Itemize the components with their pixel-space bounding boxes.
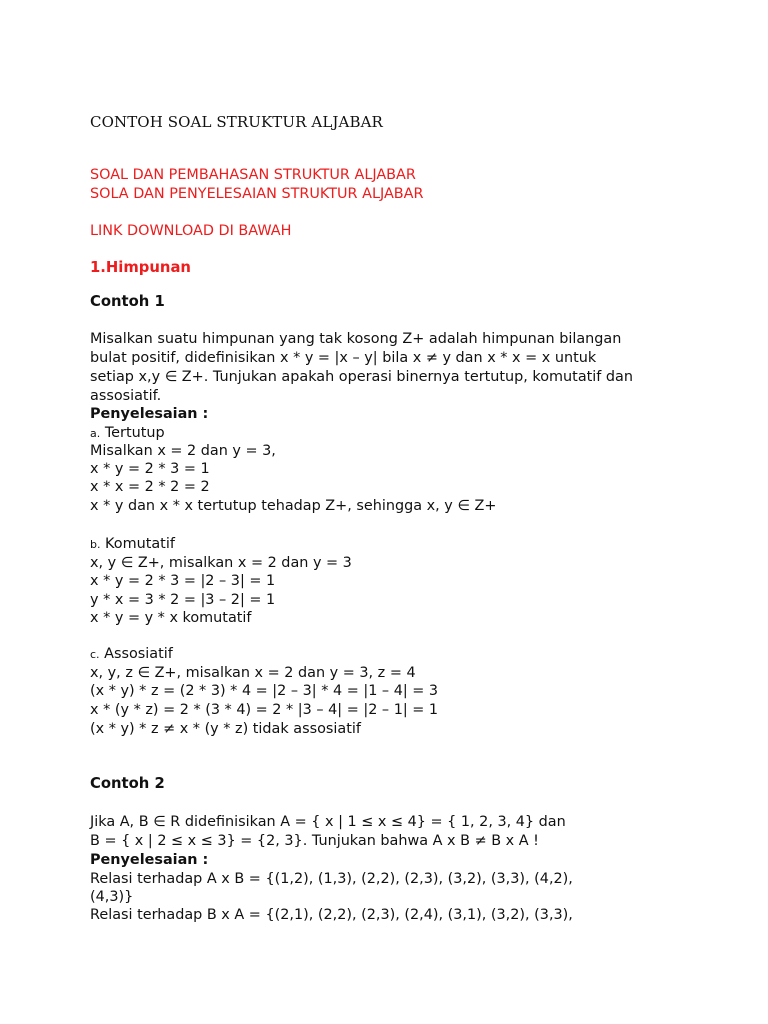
part-b-title: Komutatif <box>100 536 175 552</box>
part-a-line: x * y dan x * x tertutup tehadap Z+, sehingga x, y ∈ Z+ <box>90 498 497 514</box>
part-a-label: a. <box>90 427 101 440</box>
part-c-label: c. <box>90 648 100 661</box>
part-c-title-line <box>90 645 173 664</box>
example1-problem-line: setiap x,y ∈ Z+. Tunjukan apakah operasi binernya tertutup, komutatif dan <box>90 369 633 385</box>
example2-line: (4,3)} <box>90 889 134 905</box>
red-heading-soal: SOAL DAN PEMBAHASAN STRUKTUR ALJABAR <box>90 167 416 183</box>
part-b-line: x * y = 2 * 3 = |2 – 3| = 1 <box>90 573 276 589</box>
example2-line: Relasi terhadap A x B = {(1,2), (1,3), (2,2), (2,3), (3,2), (3,3), (4,2), <box>90 871 573 887</box>
red-heading-himpunan: 1.Himpunan <box>90 259 191 276</box>
example2-heading: Contoh 2 <box>90 775 165 792</box>
part-b-line: x, y ∈ Z+, misalkan x = 2 dan y = 3 <box>90 555 352 571</box>
example2-solution-label: Penyelesaian : <box>90 852 209 868</box>
part-b-title-line <box>90 535 175 554</box>
example2-problem-line: Jika A, B ∈ R didefinisikan A = { x | 1 ≤ x ≤ 4} = { 1, 2, 3, 4} dan <box>90 814 566 830</box>
example2-line: Relasi terhadap B x A = {(2,1), (2,2), (2,3), (2,4), (3,1), (3,2), (3,3), <box>90 907 573 923</box>
part-b-line: y * x = 3 * 2 = |3 – 2| = 1 <box>90 592 276 608</box>
part-c-line: x * (y * z) = 2 * (3 * 4) = 2 * |3 – 4| = |2 – 1| = 1 <box>90 702 439 718</box>
example1-problem-line: bulat positif, didefinisikan x * y = |x – y| bila x ≠ y dan x * x = x untuk <box>90 350 597 366</box>
example2-problem-line: B = { x | 2 ≤ x ≤ 3} = {2, 3}. Tunjukan bahwa A x B ≠ B x A ! <box>90 833 539 849</box>
example1-solution-label: Penyelesaian : <box>90 406 209 422</box>
part-a-line: x * x = 2 * 2 = 2 <box>90 479 210 495</box>
part-a-title-line <box>90 424 165 443</box>
part-c-line: (x * y) * z ≠ x * (y * z) tidak assosiatif <box>90 721 361 737</box>
part-b-label: b. <box>90 538 101 551</box>
part-b-line: x * y = y * x komutatif <box>90 610 252 626</box>
part-c-title: Assosiatif <box>99 646 173 662</box>
document-title: CONTOH SOAL STRUKTUR ALJABAR <box>90 113 383 131</box>
example1-problem-line: Misalkan suatu himpunan yang tak kosong Z+ adalah himpunan bilangan <box>90 331 622 347</box>
red-heading-sola: SOLA DAN PENYELESAIAN STRUKTUR ALJABAR <box>90 186 424 202</box>
example1-heading: Contoh 1 <box>90 293 165 310</box>
part-a-line: x * y = 2 * 3 = 1 <box>90 461 210 477</box>
part-c-line: (x * y) * z = (2 * 3) * 4 = |2 – 3| * 4 = |1 – 4| = 3 <box>90 683 439 699</box>
part-a-line: Misalkan x = 2 dan y = 3, <box>90 443 276 459</box>
example1-problem-line: assosiatif. <box>90 388 162 404</box>
part-a-title: Tertutup <box>100 425 165 441</box>
part-c-line: x, y, z ∈ Z+, misalkan x = 2 dan y = 3, z = 4 <box>90 665 416 681</box>
red-heading-link-download: LINK DOWNLOAD DI BAWAH <box>90 223 292 239</box>
